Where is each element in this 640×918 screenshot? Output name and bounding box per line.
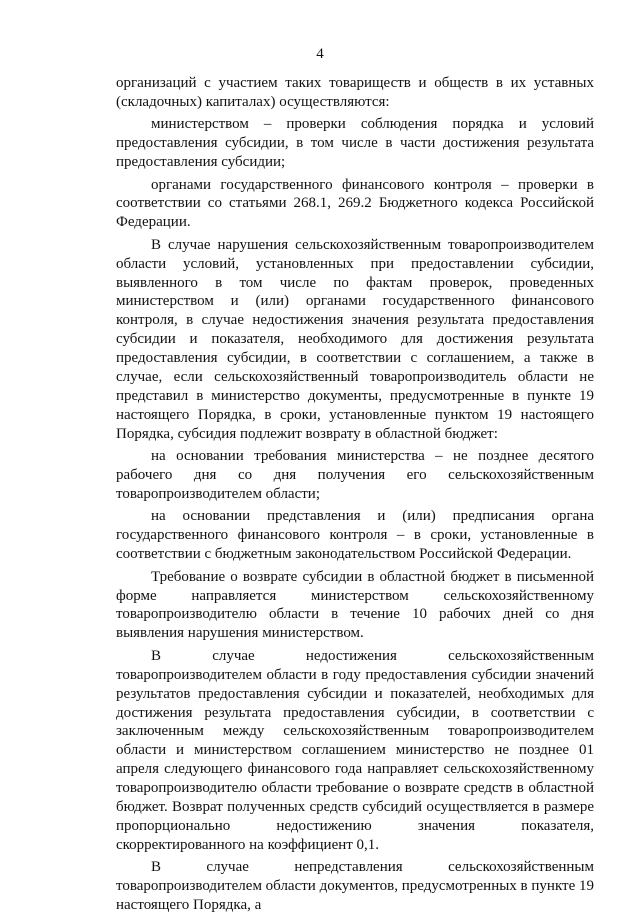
paragraph-non-submission: В случае непредставления сельскохозяйственным товаропроизводителем области документов, предусмотренных в пункте 19 настоящего Порядка, а [116,859,594,914]
paragraph-non-achievement: В случае недостижения сельскохозяйственным товаропроизводителем области в году предоставления субсидии значений результатов предоставления субсидии и показателей, необходимых для достижения результата предоставления субсидии, в соответствии с заключенным между сельскохозяйственным товаропроизводителем области и министерством соглашением министерство не позднее 01 апреля следующего финансового года направляет сельскохозяйственному товаропроизводителю области требование о возврате средств в областной бюджет. Возврат полученных средств субсидий осуществляется в размере пропорционально недостижению значения показателя, скорректированного на коэффициент 0,1. [116,647,594,853]
page-number: 4 [316,46,324,62]
paragraph-ministry-requirement: на основании требования министерства – не позднее десятого рабочего дня со дня получения его сельскохозяйственным товаропроизводителем области; [116,448,594,503]
document-body [116,74,594,918]
paragraph-financial-control-checks: органами государственного финансового контроля – проверки в соответствии со статьями 268.1, 269.2 Бюджетного кодекса Российской Федерации. [116,176,594,231]
paragraph-violation-return: В случае нарушения сельскохозяйственным товаропроизводителем области условий, установленных при предоставлении субсидии, выявленного в том числе по фактам проверок, проведенных министерством и (или) органами государственного финансового контроля, в случае недостижения значения результата предоставления субсидии и показателя, необходимого для достижения результата предоставления субсидии, в соответствии с соглашением, а также в случае, если сельскохозяйственный товаропроизводитель области не представил в министерство документы, предусмотренные в пункте 19 настоящего Порядка, в сроки, установленные пунктом 19 настоящего Порядка, субсидия подлежит возврату в областной бюджет: [116,236,594,442]
paragraph-return-demand: Требование о возврате субсидии в областной бюджет в письменной форме направляется министерством сельскохозяйственному товаропроизводителю области в течение 10 рабочих дней со дня выявления нарушения министерством. [116,568,594,642]
paragraph-control-order: на основании представления и (или) предписания органа государственного финансового контроля – в сроки, установленные в соответствии с бюджетным законодательством Российской Федерации. [116,508,594,563]
paragraph-ministry-checks: министерством – проверки соблюдения порядка и условий предоставления субсидии, в том числе в части достижения результата предоставления субсидии; [116,116,594,171]
paragraph-continuation: организаций с участием таких товариществ и обществ в их уставных (складочных) капиталах) осуществляются: [116,75,594,110]
